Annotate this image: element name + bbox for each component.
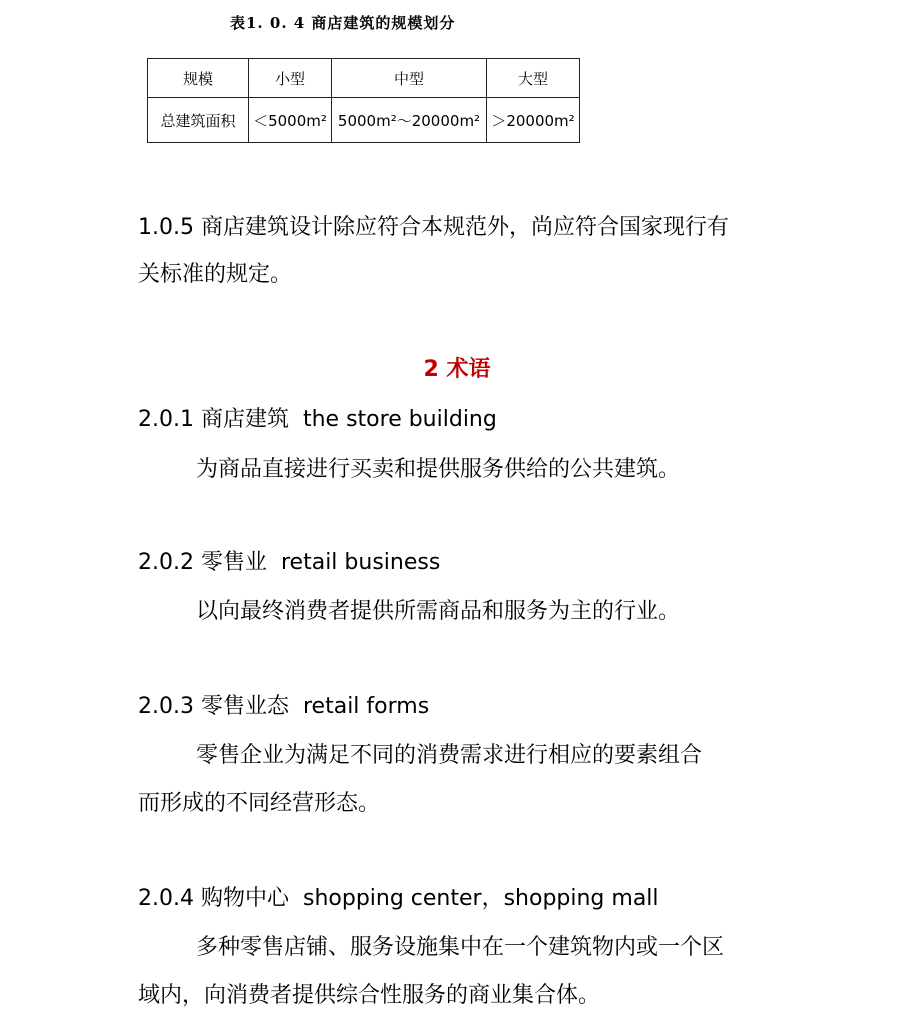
header-cell: 规模 [148,59,249,98]
term-en: shopping center，shopping mall [302,886,659,911]
term-zh: 2.0.2 零售业 [138,550,267,575]
term-zh: 2.0.3 零售业态 [138,694,289,719]
table-row [148,98,580,143]
table-cell: 5000m²～20000m² [332,98,487,143]
term-en: retail forms [302,694,430,719]
term-title [138,402,497,433]
header-cell: 小型 [249,59,332,98]
table-header-row [148,59,580,98]
term-definition-continued: 域内，向消费者提供综合性服务的商业集合体。 [138,983,601,1008]
row-label-cell: 总建筑面积 [148,98,249,143]
term-en: retail business [280,550,441,575]
table-cell: ＞20000m² [487,98,580,143]
term-definition: 为商品直接进行买卖和提供服务供给的公共建筑。 [196,457,681,482]
header-cell: 中型 [332,59,487,98]
header-cell: 大型 [487,59,580,98]
clause-105-line1: 1.0.5 商店建筑设计除应符合本规范外，尚应符合国家现行有 [138,215,729,240]
term-zh: 2.0.4 购物中心 [138,886,289,911]
term-definition: 零售企业为满足不同的消费需求进行相应的要素组合 [196,743,703,768]
term-definition: 多种零售店铺、服务设施集中在一个建筑物内或一个区 [196,935,725,960]
term-zh: 2.0.1 商店建筑 [138,407,289,432]
scale-table [147,58,580,143]
term-definition: 以向最终消费者提供所需商品和服务为主的行业。 [196,599,681,624]
table-caption: 表1. 0. 4 商店建筑的规模划分 [230,14,456,32]
term-title [138,545,440,576]
term-definition-continued: 而形成的不同经营形态。 [138,791,381,816]
clause-105-line2: 关标准的规定。 [138,262,293,287]
term-title [138,881,659,912]
section-heading: 2 术语 [423,357,491,382]
term-title [138,689,429,720]
term-en: the store building [302,407,497,432]
table-cell: ＜5000m² [249,98,332,143]
